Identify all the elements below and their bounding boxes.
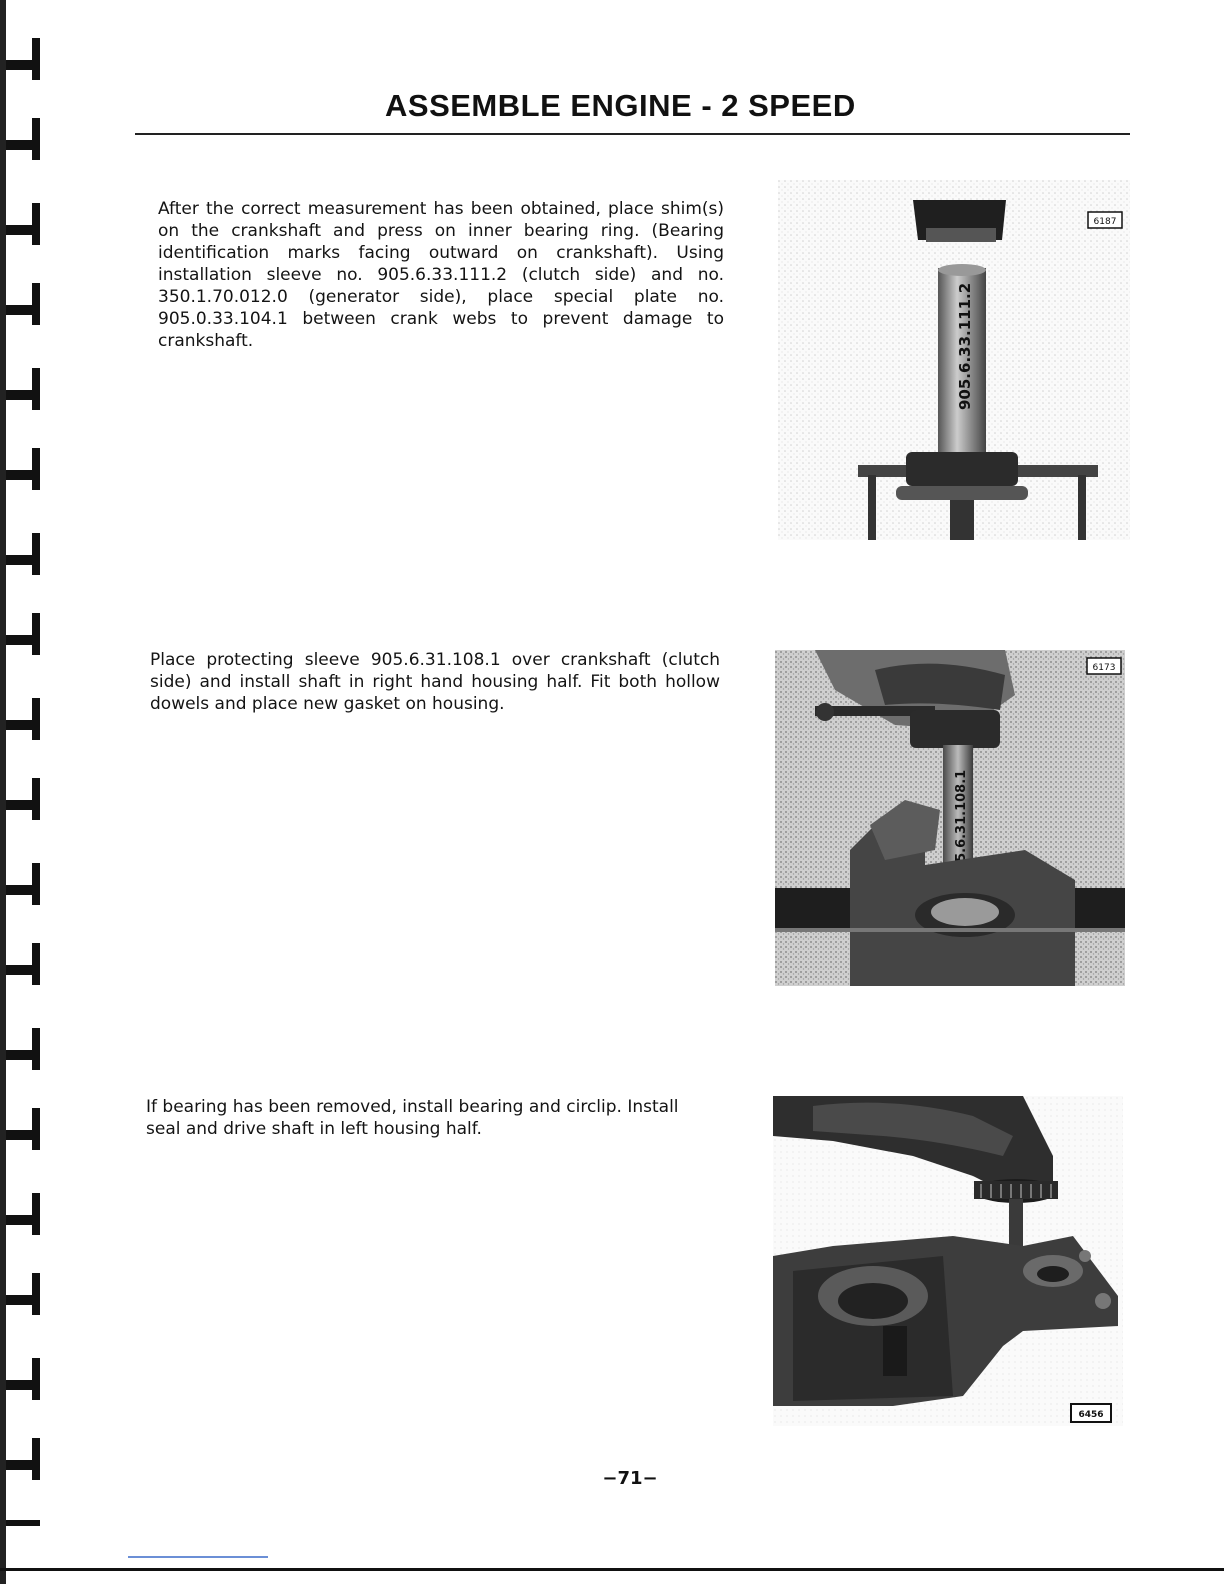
scan-artifact-line xyxy=(128,1556,268,1558)
photo-id-2: 6173 xyxy=(1092,663,1116,673)
protecting-sleeve-label: 905.6.31.108.1 xyxy=(954,769,969,880)
photo-drive-shaft xyxy=(773,1096,1123,1426)
photo-press-sleeve xyxy=(778,180,1130,540)
instruction-paragraph-3: If bearing has been removed, install bearing and circlip. Install seal and drive shaft in left housing half. xyxy=(146,1097,679,1139)
photo-install-shaft xyxy=(775,650,1125,986)
page-title: ASSEMBLE ENGINE - 2 SPEED xyxy=(385,88,856,123)
binder-edge-decoration xyxy=(0,0,60,1584)
page-number: −71− xyxy=(602,1468,658,1489)
title-rule xyxy=(135,133,1130,135)
sleeve-tool-label: 905.6.33.111.2 xyxy=(956,282,974,410)
photo-id-3: 6456 xyxy=(1078,1410,1104,1420)
instruction-paragraph-2: Place protecting sleeve 905.6.31.108.1 over crankshaft (clutch side) and install shaft in right hand housing half. Fit both hollow dowels and place new gasket on housing. xyxy=(150,650,720,714)
page-bottom-rule xyxy=(0,1568,1224,1571)
instruction-paragraph-1: After the correct measurement has been obtained, place shim(s) on the crankshaft and press on inner bearing ring. (Bearing identification marks facing outward on crankshaft). Using installation sleeve no. 905.6.33.111.2 (clutch side) and no. 350.1.70.012.0 (generator side), place special plate no. 905.0.33.104.1 between crank webs to prevent damage to crankshaft. xyxy=(158,199,724,351)
photo-id-1: 6187 xyxy=(1093,217,1117,227)
